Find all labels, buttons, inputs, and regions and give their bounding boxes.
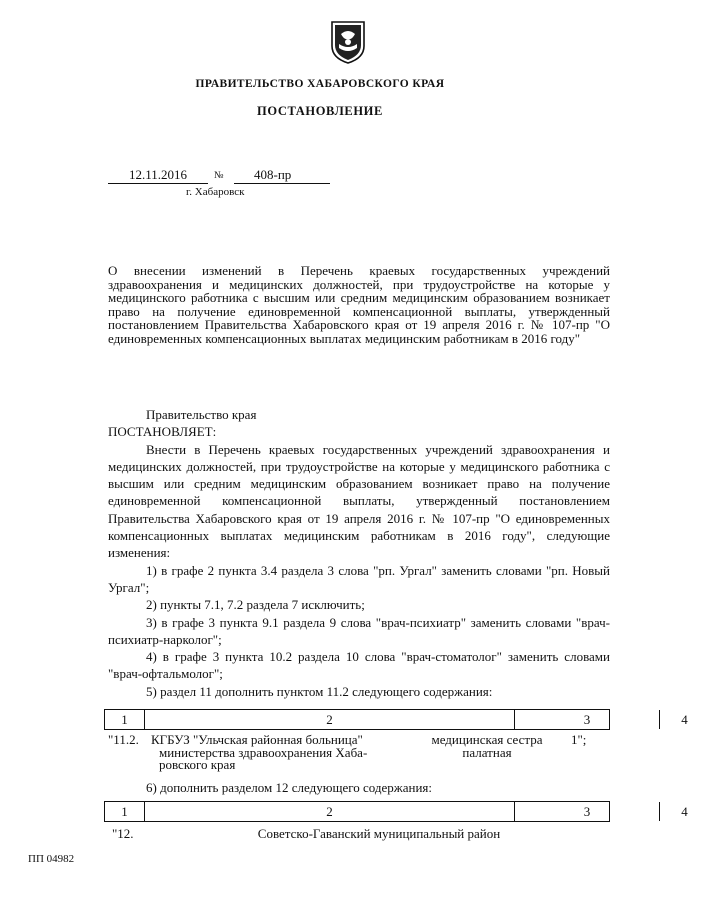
decree-number: 408-пр [234,166,330,184]
list-item: 1) в графе 2 пункта 3.4 раздела 3 слова "рп. Ургал" заменить словами "рп. Новый Ургал"; [108,562,610,595]
list-item: 3) в графе 3 пункта 9.1 раздела 9 слова "врач-психиатр" заменить словами "врач-психиатр-нарколог"; [108,614,610,647]
government-name: ПРАВИТЕЛЬСТВО ХАБАРОВСКОГО КРАЯ [195,78,445,90]
list-item: 5) раздел 11 дополнить пунктом 11.2 следующего содержания: [146,683,493,699]
document-type: ПОСТАНОВЛЕНИЕ [257,104,383,118]
position-line: медицинская сестра [431,732,543,747]
number-sign: № [214,170,224,181]
table1-row-organization [151,734,401,772]
decree-title: О внесении изменений в Перечень краевых государственных учреждений здравоохранения и медицинских должностей, при трудоустройстве на которые у медицинского работника с высшим или средним медицинским образованием возникает право на получение единовременной компенсационной выплаты, утвержденный постановлением Правительства Хабаровского края от 19 апреля 2016 г. № 107-пр "О единовременных компенсационных выплатах медицинским работникам в 2016 году" [108,263,610,346]
intro-paragraph: Внести в Перечень краевых государственных учреждений здравоохранения и медицинских должностей, при трудоустройстве на которые у медицинского работника с высшим или средним медицинским образованием возникает право на получение единовременной компенсационной выплаты, утвержденный постановлением Правительства Хабаровского края от 19 апреля 2016 г. № 107-пр "О единовременных компенсационных выплатах медицинским работникам в 2016 году", следующие изменения: [108,441,610,561]
table1-header [104,709,688,730]
government-line: Правительство края [146,407,257,422]
city-name: г. Хабаровск [186,186,245,198]
list-item: 6) дополнить разделом 12 следующего содержания: [146,780,433,795]
table1-row-count: 1"; [571,732,587,747]
table-header-cell: 3 [515,710,660,729]
org-line: министерства здравоохранения Хаба- [159,744,368,760]
table-header-cell: 2 [145,710,515,729]
body-text [108,406,610,700]
table-header-cell: 2 [145,802,515,821]
list-item: 2) пункты 7.1, 7.2 раздела 7 исключить; [146,597,365,613]
table2-row-number: "12. [112,826,134,841]
table2-row-district: Советско-Гаванский муниципальный район [257,826,501,841]
org-line: ровского края [159,757,236,772]
list-item: 4) в графе 3 пункта 10.2 раздела 10 слова "врач-стоматолог" заменить словами "врач-офтальмолог"; [108,649,610,682]
table2-header [104,801,688,822]
table-header-cell: 1 [105,710,145,729]
emblem-icon [330,20,366,64]
table-header-cell: 4 [681,712,688,727]
table-header-cell: 4 [681,804,688,819]
table-header-cell: 3 [515,802,660,821]
coat-of-arms-emblem [330,20,366,64]
document-code: ПП 04982 [28,853,75,865]
position-line: палатная [462,744,512,760]
table1-row-number: "11.2. [108,732,139,747]
decree-date: 12.11.2016 [108,166,208,184]
org-line: КГБУЗ "Ульчская районная больница" [151,732,363,747]
table-header-cell: 1 [105,802,145,821]
table1-row-position [418,734,556,759]
decrees-line: ПОСТАНОВЛЯЕТ: [108,424,217,440]
item6-block [108,779,610,796]
